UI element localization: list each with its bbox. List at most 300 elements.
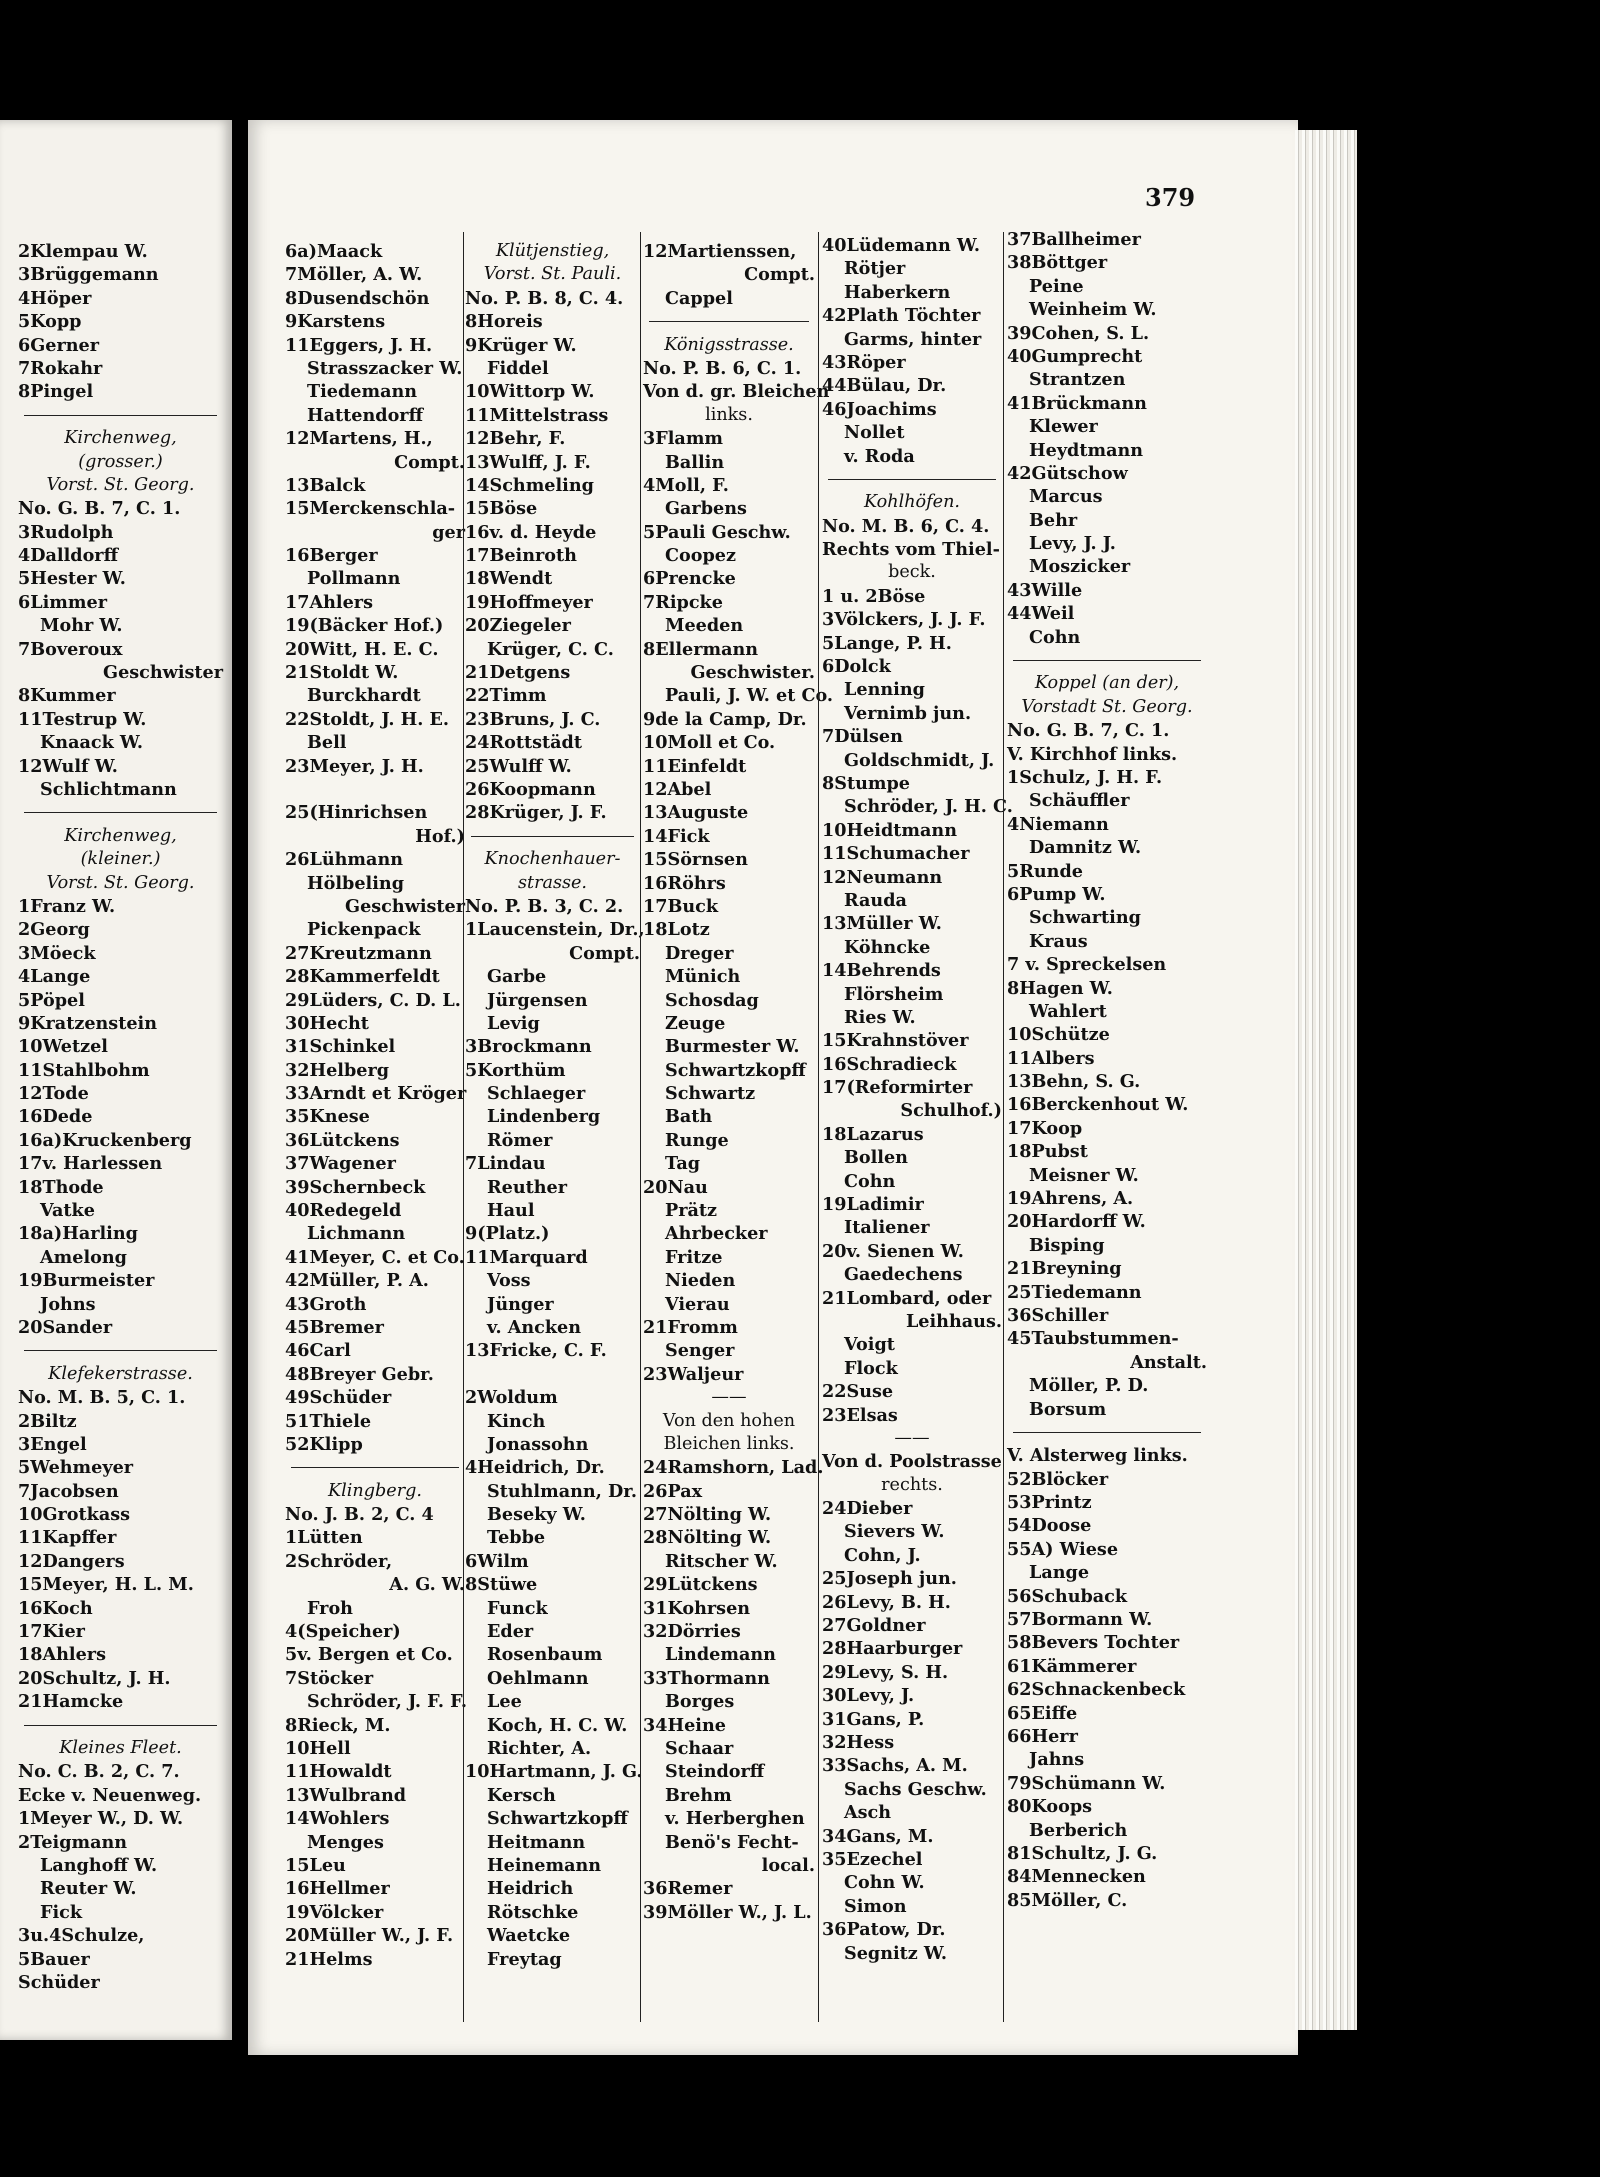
directory-entry: 52Klipp <box>285 1433 363 1455</box>
directory-entry: Schüder <box>18 1971 100 1993</box>
street-heading: Kleines Fleet. <box>59 1738 182 1758</box>
directory-entry: 24Rottstädt <box>465 732 582 754</box>
directory-entry: 23Bruns, J. C. <box>465 708 601 730</box>
directory-entry: 4Heidrich, Dr. <box>465 1457 605 1479</box>
section-rule <box>1007 1421 1207 1444</box>
directory-entry: 20Ziegeler <box>465 615 571 637</box>
directory-entry: 17Beinroth <box>465 545 577 567</box>
directory-entry: 10Wetzel <box>18 1036 108 1058</box>
column-4 <box>822 234 1013 1965</box>
directory-entry: 26Lühmann <box>285 849 404 871</box>
directory-entry: 5Kopp <box>18 311 82 333</box>
directory-entry: Tebbe <box>487 1527 546 1549</box>
directory-entry: Segnitz W. <box>844 1942 948 1964</box>
directory-entry: Compt. <box>569 942 640 964</box>
directory-entry: 45Taubstummen- <box>1007 1328 1179 1350</box>
directory-entry: 2Teigmann <box>18 1831 128 1853</box>
directory-entry: Ahrbecker <box>665 1223 768 1245</box>
directory-entry: Geschwister. <box>690 662 815 684</box>
directory-entry: 16Koch <box>18 1597 93 1619</box>
directory-entry: 17Buck <box>643 895 719 917</box>
column-3 <box>643 240 834 1924</box>
directory-entry: 10Wittorp W. <box>465 381 595 403</box>
directory-entry: A. G. W. <box>389 1574 465 1596</box>
directory-entry: 29Lütckens <box>643 1574 758 1596</box>
directory-entry: 8Dusendschön <box>285 287 430 309</box>
directory-entry: 6Prencke <box>643 568 736 590</box>
directory-entry: Simon <box>844 1895 907 1917</box>
directory-entry: 1Schulz, J. H. F. <box>1007 766 1163 788</box>
section-rule <box>285 1456 465 1479</box>
directory-entry: 12Behr, F. <box>465 428 566 450</box>
directory-entry: Brehm <box>665 1784 732 1806</box>
directory-entry: 5Runde <box>1007 860 1083 882</box>
directory-entry: Strasszacker W. <box>307 357 463 379</box>
directory-entry: 12Wulf W. <box>18 755 118 777</box>
directory-entry: 23Waljeur <box>643 1363 744 1385</box>
directory-entry: 17v. Harlessen <box>18 1153 163 1175</box>
directory-entry: 22Stoldt, J. H. E. <box>285 708 450 730</box>
directory-entry: 57Bormann W. <box>1007 1609 1153 1631</box>
directory-entry: 39Möller W., J. L. <box>643 1901 812 1923</box>
directory-entry: 29Lüders, C. D. L. <box>285 989 461 1011</box>
directory-entry: 7Jacobsen <box>18 1480 119 1502</box>
directory-entry: 12Tode <box>18 1083 89 1105</box>
directory-entry: 84Mennecken <box>1007 1866 1146 1888</box>
section-rule <box>18 404 223 427</box>
directory-entry: 14Behrends <box>822 960 941 982</box>
directory-entry: Reuter W. <box>40 1878 137 1900</box>
directory-entry: 5Pöpel <box>18 989 85 1011</box>
left-page-column <box>18 240 223 1994</box>
directory-entry: Jünger <box>487 1293 554 1315</box>
directory-entry: Johns <box>40 1293 96 1315</box>
directory-entry: Möller, P. D. <box>1029 1375 1149 1397</box>
directory-entry: 21Lombard, oder <box>822 1287 992 1309</box>
directory-entry: 20Müller W., J. F. <box>285 1925 454 1947</box>
directory-entry: 37Wagener <box>285 1153 396 1175</box>
directory-entry: 28Nölting W. <box>643 1527 772 1549</box>
directory-entry: 13Müller W. <box>822 913 942 935</box>
directory-entry: 20Sander <box>18 1316 113 1338</box>
directory-entry: 21Stoldt W. <box>285 662 399 684</box>
directory-entry: Vernimb jun. <box>844 702 972 724</box>
directory-entry: 65Eiffe <box>1007 1702 1078 1724</box>
directory-entry: 14Fick <box>643 825 710 847</box>
directory-entry: Cappel <box>665 287 733 309</box>
directory-entry: 1Laucenstein, Dr., <box>465 919 645 941</box>
street-heading: Kirchenweg, <box>64 825 177 846</box>
directory-entry: 1Meyer W., D. W. <box>18 1808 184 1830</box>
directory-entry: 42Gütschow <box>1007 462 1128 484</box>
directory-entry: 5Pauli Geschw. <box>643 521 791 543</box>
directory-entry: Rauda <box>844 889 907 911</box>
directory-entry: Kinch <box>487 1410 546 1432</box>
directory-entry: 36Schiller <box>1007 1304 1109 1326</box>
directory-entry: 16Berckenhout W. <box>1007 1094 1189 1116</box>
directory-entry: Rötschke <box>487 1901 579 1923</box>
directory-entry: 7Stöcker <box>285 1667 374 1689</box>
page-number: 379 <box>1145 183 1196 212</box>
directory-entry: 4Dalldorff <box>18 545 119 567</box>
directory-entry: 26Levy, B. H. <box>822 1591 951 1613</box>
directory-entry: 30Hecht <box>285 1012 369 1034</box>
directory-entry: 79Schümann W. <box>1007 1772 1166 1794</box>
directory-entry: 41Meyer, C. et Co. <box>285 1246 465 1268</box>
directory-entry: Lange <box>1029 1562 1090 1584</box>
directory-entry: Pollmann <box>307 568 401 590</box>
directory-entry: Flörsheim <box>844 983 944 1005</box>
directory-entry: Geschwister <box>103 662 223 684</box>
directory-entry <box>285 778 465 801</box>
directory-entry: Schäuffler <box>1029 790 1130 812</box>
directory-entry: 11Eggers, J. H. <box>285 334 433 356</box>
directory-entry: 3Engel <box>18 1433 87 1455</box>
street-heading: (kleiner.) <box>80 849 161 870</box>
directory-entry: Münich <box>665 966 741 988</box>
directory-entry: Ballin <box>665 451 725 473</box>
directory-entry: Hölbeling <box>307 872 404 894</box>
directory-entry: 31Schinkel <box>285 1036 396 1058</box>
directory-entry: Heidrich <box>487 1878 574 1900</box>
directory-entry: 32Helberg <box>285 1059 390 1081</box>
directory-entry: 13Auguste <box>643 802 749 824</box>
directory-entry: v. Roda <box>844 445 915 467</box>
directory-entry: 12Abel <box>643 778 712 800</box>
street-heading: Kirchenweg, <box>64 428 177 449</box>
directory-entry: Schwartzkopff <box>487 1808 628 1830</box>
directory-entry: Marcus <box>1029 486 1103 508</box>
directory-entry: rechts. <box>881 1474 943 1495</box>
directory-entry: —— <box>711 1387 747 1408</box>
directory-entry: 20v. Sienen W. <box>822 1240 964 1262</box>
directory-entry: 8Hagen W. <box>1007 977 1113 999</box>
directory-entry: Berberich <box>1029 1819 1128 1841</box>
directory-entry: 32Hess <box>822 1732 895 1753</box>
directory-entry: 13Balck <box>285 474 366 496</box>
directory-entry: 39Schernbeck <box>285 1176 426 1198</box>
directory-entry: 30Levy, J. <box>822 1685 915 1707</box>
directory-entry: Stuhlmann, Dr. <box>487 1480 637 1502</box>
directory-entry: 22Timm <box>465 685 547 707</box>
directory-entry: Ries W. <box>844 1006 916 1028</box>
directory-entry: Klewer <box>1029 416 1098 438</box>
directory-entry: 1Franz W. <box>18 895 116 917</box>
directory-entry: 18Thode <box>18 1176 104 1198</box>
directory-entry: Nieden <box>665 1270 736 1292</box>
directory-entry: 12Martienssen, <box>643 241 797 262</box>
directory-entry: Weinheim W. <box>1029 299 1157 321</box>
directory-entry: 4(Speicher) <box>285 1621 401 1643</box>
directory-entry: 19Ladimir <box>822 1194 924 1216</box>
directory-entry: Garbe <box>487 966 547 988</box>
directory-entry: Schaar <box>665 1738 734 1759</box>
directory-entry: 49Schüder <box>285 1387 392 1409</box>
directory-entry: Bisping <box>1029 1234 1105 1256</box>
directory-entry: 10Moll et Co. <box>643 732 776 754</box>
directory-entry: V. Kirchhof links. <box>1007 743 1178 765</box>
directory-entry: 80Koops <box>1007 1796 1093 1818</box>
directory-entry: Beseky W. <box>487 1504 586 1526</box>
directory-entry: 37Ballheimer <box>1007 229 1141 250</box>
directory-entry: No. M. B. 6, C. 4. <box>822 515 990 537</box>
directory-entry: Von den hohen <box>662 1410 796 1431</box>
directory-entry: Kraus <box>1029 930 1088 952</box>
directory-entry: 29Levy, S. H. <box>822 1661 949 1683</box>
directory-entry: 11Schumacher <box>822 843 970 865</box>
directory-entry: 20Hardorff W. <box>1007 1211 1146 1233</box>
directory-entry: 19Hoffmeyer <box>465 591 593 613</box>
directory-entry: 44Bülau, Dr. <box>822 375 947 397</box>
directory-entry: 8Kummer <box>18 685 116 707</box>
directory-entry: 28Haarburger <box>822 1638 963 1660</box>
directory-entry: 18Wendt <box>465 568 553 590</box>
directory-entry: 13Wulbrand <box>285 1784 407 1806</box>
directory-entry: Köhncke <box>844 936 931 958</box>
directory-entry: Funck <box>487 1597 548 1619</box>
directory-entry: Levig <box>487 1012 540 1034</box>
directory-entry: Cohn <box>1029 626 1081 648</box>
directory-entry: No. G. B. 7, C. 1. <box>1007 720 1170 742</box>
section-rule <box>1007 649 1207 672</box>
directory-entry: Rötjer <box>844 258 906 280</box>
street-heading: Klingberg. <box>328 1480 422 1501</box>
directory-entry: 4Niemann <box>1007 813 1109 835</box>
directory-entry: Hattendorff <box>307 404 424 426</box>
directory-entry: 15Böse <box>465 498 538 520</box>
directory-entry: 21Fromm <box>643 1316 738 1338</box>
directory-entry: Peine <box>1029 275 1084 297</box>
section-rule <box>18 1339 223 1362</box>
directory-entry: 15Leu <box>285 1854 346 1876</box>
directory-entry: Von d. Poolstrasse <box>822 1451 1002 1473</box>
directory-entry: 2Schröder, <box>285 1550 393 1572</box>
directory-entry: Schröder, J. H. C. <box>844 796 1013 818</box>
directory-entry: 58Bevers Tochter <box>1007 1632 1180 1654</box>
directory-entry: 35Ezechel <box>822 1848 923 1870</box>
directory-entry: local. <box>761 1854 815 1876</box>
directory-entry: No. J. B. 2, C. 4 <box>285 1504 434 1526</box>
directory-entry: Richter, A. <box>487 1738 592 1759</box>
directory-entry: 11Testrup W. <box>18 708 147 730</box>
directory-entry: 16a)Kruckenberg <box>18 1129 192 1151</box>
directory-entry: 32Dörries <box>643 1621 741 1643</box>
directory-entry: Schröder, J. F. F. <box>307 1691 467 1713</box>
directory-entry: 16Hellmer <box>285 1878 390 1900</box>
street-heading: Klütjenstieg, <box>495 241 610 261</box>
directory-entry: Goldschmidt, J. <box>844 749 995 771</box>
directory-entry: Bollen <box>844 1147 908 1169</box>
directory-entry: beck. <box>888 562 936 583</box>
directory-entry: 6a)Maack <box>285 241 383 262</box>
directory-entry: Koch, H. C. W. <box>487 1714 628 1736</box>
directory-entry: No. P. B. 3, C. 2. <box>465 895 624 917</box>
directory-entry: Compt. <box>394 451 465 473</box>
directory-entry: 3Möeck <box>18 942 96 964</box>
page-edges <box>1295 130 1357 2030</box>
directory-entry: Kersch <box>487 1784 556 1806</box>
directory-entry: 12Dangers <box>18 1550 125 1572</box>
directory-entry: Zeuge <box>665 1012 726 1034</box>
directory-entry: Voss <box>487 1270 531 1292</box>
directory-entry: 18Ahlers <box>18 1644 106 1666</box>
directory-entry: 7Boveroux <box>18 638 123 660</box>
directory-entry: Cohn <box>844 1170 896 1192</box>
directory-entry: 21Hamcke <box>18 1691 124 1713</box>
directory-entry: 4Moll, F. <box>643 474 729 496</box>
street-heading: Vorst. St. Georg. <box>46 872 195 893</box>
directory-entry: 6Gerner <box>18 334 99 356</box>
directory-entry: Hof.) <box>415 825 465 847</box>
directory-entry: 56Schuback <box>1007 1585 1128 1607</box>
directory-entry: Jahns <box>1029 1749 1085 1771</box>
street-heading: strasse. <box>517 872 588 893</box>
directory-entry: 8Stumpe <box>822 772 910 794</box>
directory-entry: 7Rokahr <box>18 357 103 379</box>
directory-entry: 20Schultz, J. H. <box>18 1667 171 1689</box>
directory-entry: links. <box>705 404 753 425</box>
section-rule <box>18 1714 223 1737</box>
directory-entry: Coopez <box>665 545 736 567</box>
directory-entry: 9de la Camp, Dr. <box>643 708 807 730</box>
directory-entry: Voigt <box>844 1334 895 1356</box>
directory-entry: Compt. <box>744 264 815 286</box>
directory-entry: 5Korthüm <box>465 1059 566 1081</box>
directory-entry: 4Lange <box>18 966 91 988</box>
directory-entry: 42Müller, P. A. <box>285 1270 429 1292</box>
directory-entry: Runge <box>665 1129 729 1151</box>
directory-entry: 11Albers <box>1007 1047 1095 1069</box>
directory-entry: 15Krahnstöver <box>822 1030 969 1052</box>
directory-entry: Freytag <box>487 1948 562 1970</box>
directory-entry: Schwartzkopff <box>665 1059 806 1081</box>
directory-entry: Ritscher W. <box>665 1550 778 1572</box>
directory-entry: —— <box>894 1427 930 1448</box>
directory-entry: 11Howaldt <box>285 1761 392 1783</box>
directory-entry: Vierau <box>665 1293 730 1315</box>
directory-entry: No. C. B. 2, C. 7. <box>18 1761 180 1783</box>
directory-entry: 22Suse <box>822 1381 894 1403</box>
directory-entry: 1 u. 2Böse <box>822 585 926 607</box>
directory-entry: 6Wilm <box>465 1550 529 1572</box>
directory-entry: Bleichen links. <box>663 1433 795 1454</box>
directory-entry: 16Dede <box>18 1106 93 1128</box>
directory-entry: Pauli, J. W. et Co. <box>665 685 834 707</box>
directory-entry: 8Horeis <box>465 311 543 333</box>
directory-entry: Fick <box>40 1901 83 1923</box>
directory-entry: Behr <box>1029 509 1078 531</box>
directory-entry: Damnitz W. <box>1029 837 1142 859</box>
directory-entry: Waetcke <box>487 1925 571 1947</box>
directory-entry: 13Wulff, J. F. <box>465 451 591 473</box>
directory-entry: Flock <box>844 1357 898 1379</box>
column-divider <box>463 232 464 2022</box>
directory-entry: 8Stüwe <box>465 1574 538 1596</box>
directory-entry: 3Rudolph <box>18 521 114 543</box>
directory-entry: 48Breyer Gebr. <box>285 1363 434 1385</box>
directory-entry: 12Martens, H., <box>285 428 433 450</box>
directory-entry: Schlaeger <box>487 1083 586 1105</box>
directory-entry: Schosdag <box>665 989 759 1011</box>
directory-entry: 25Tiedemann <box>1007 1281 1142 1303</box>
directory-entry: 11Einfeldt <box>643 755 747 777</box>
column-divider <box>1003 232 1004 2022</box>
directory-entry: 4Höper <box>18 287 92 309</box>
directory-entry: 10Schütze <box>1007 1024 1110 1046</box>
directory-entry: Reuther <box>487 1176 567 1198</box>
directory-entry: 52Blöcker <box>1007 1468 1109 1490</box>
directory-entry: 10Grotkass <box>18 1504 131 1526</box>
directory-entry: 33Arndt et Kröger <box>285 1083 467 1105</box>
directory-entry: Bell <box>307 732 347 754</box>
directory-entry: 9(Platz.) <box>465 1223 550 1245</box>
directory-entry: 36Patow, Dr. <box>822 1919 946 1941</box>
directory-entry: Amelong <box>40 1246 127 1268</box>
directory-entry: 6Dolck <box>822 656 891 678</box>
directory-entry: Ecke v. Neuenweg. <box>18 1784 202 1806</box>
directory-entry: 14Wohlers <box>285 1808 390 1830</box>
directory-entry: 18a)Harling <box>18 1223 138 1245</box>
directory-entry: Sievers W. <box>844 1521 945 1543</box>
directory-entry: 21Detgens <box>465 662 571 684</box>
directory-entry: Steindorff <box>665 1761 765 1783</box>
directory-entry: 62Schnackenbeck <box>1007 1679 1186 1701</box>
directory-entry: Garbens <box>665 498 747 520</box>
directory-entry: 9Kratzenstein <box>18 1012 158 1034</box>
directory-entry: 25Joseph jun. <box>822 1568 957 1590</box>
directory-entry: 10Heidtmann <box>822 819 958 841</box>
directory-entry: Lenning <box>844 679 925 701</box>
directory-entry: 81Schultz, J. G. <box>1007 1842 1158 1864</box>
directory-entry: 36Lütckens <box>285 1129 400 1151</box>
directory-entry: v. Herberghen <box>665 1808 805 1830</box>
directory-entry: 19Völcker <box>285 1901 384 1923</box>
book-spine <box>232 150 248 2020</box>
directory-entry: Strantzen <box>1029 369 1126 391</box>
directory-entry: 34Heine <box>643 1714 726 1736</box>
directory-entry: 17Ahlers <box>285 591 373 613</box>
directory-entry: 43Wille <box>1007 579 1083 601</box>
directory-entry: Oehlmann <box>487 1667 589 1689</box>
directory-entry: 7Ripcke <box>643 591 723 613</box>
directory-entry: 25(Hinrichsen <box>285 802 428 824</box>
directory-entry: 5Bauer <box>18 1948 90 1970</box>
directory-entry: 55A) Wiese <box>1007 1538 1119 1560</box>
directory-entry: 15Meyer, H. L. M. <box>18 1574 194 1596</box>
directory-entry: 43Röper <box>822 351 906 373</box>
directory-entry: Leihhaus. <box>905 1310 1002 1332</box>
directory-entry: Haul <box>487 1200 535 1222</box>
directory-entry: 33Sachs, A. M. <box>822 1755 968 1777</box>
directory-entry: 7Möller, A. W. <box>285 264 423 286</box>
directory-entry: 39Cohen, S. L. <box>1007 322 1150 344</box>
column-2 <box>465 240 645 1971</box>
directory-entry: 8Rieck, M. <box>285 1714 391 1736</box>
directory-entry: No. G. B. 7, C. 1. <box>18 498 181 520</box>
directory-entry: 25Wulff W. <box>465 755 572 777</box>
directory-entry: No. P. B. 6, C. 1. <box>643 357 802 379</box>
section-rule <box>643 310 815 333</box>
directory-entry: 10Hartmann, J. G. <box>465 1761 643 1783</box>
directory-entry: Italiener <box>844 1217 930 1239</box>
directory-entry: Schulhof.) <box>900 1100 1002 1122</box>
directory-entry: Moszicker <box>1029 556 1131 578</box>
section-rule <box>822 468 1002 491</box>
directory-entry: Krüger, C. C. <box>487 638 614 660</box>
directory-entry: 27Kreutzmann <box>285 942 432 964</box>
directory-entry: 34Gans, M. <box>822 1825 934 1847</box>
directory-entry: 24Dieber <box>822 1498 913 1520</box>
